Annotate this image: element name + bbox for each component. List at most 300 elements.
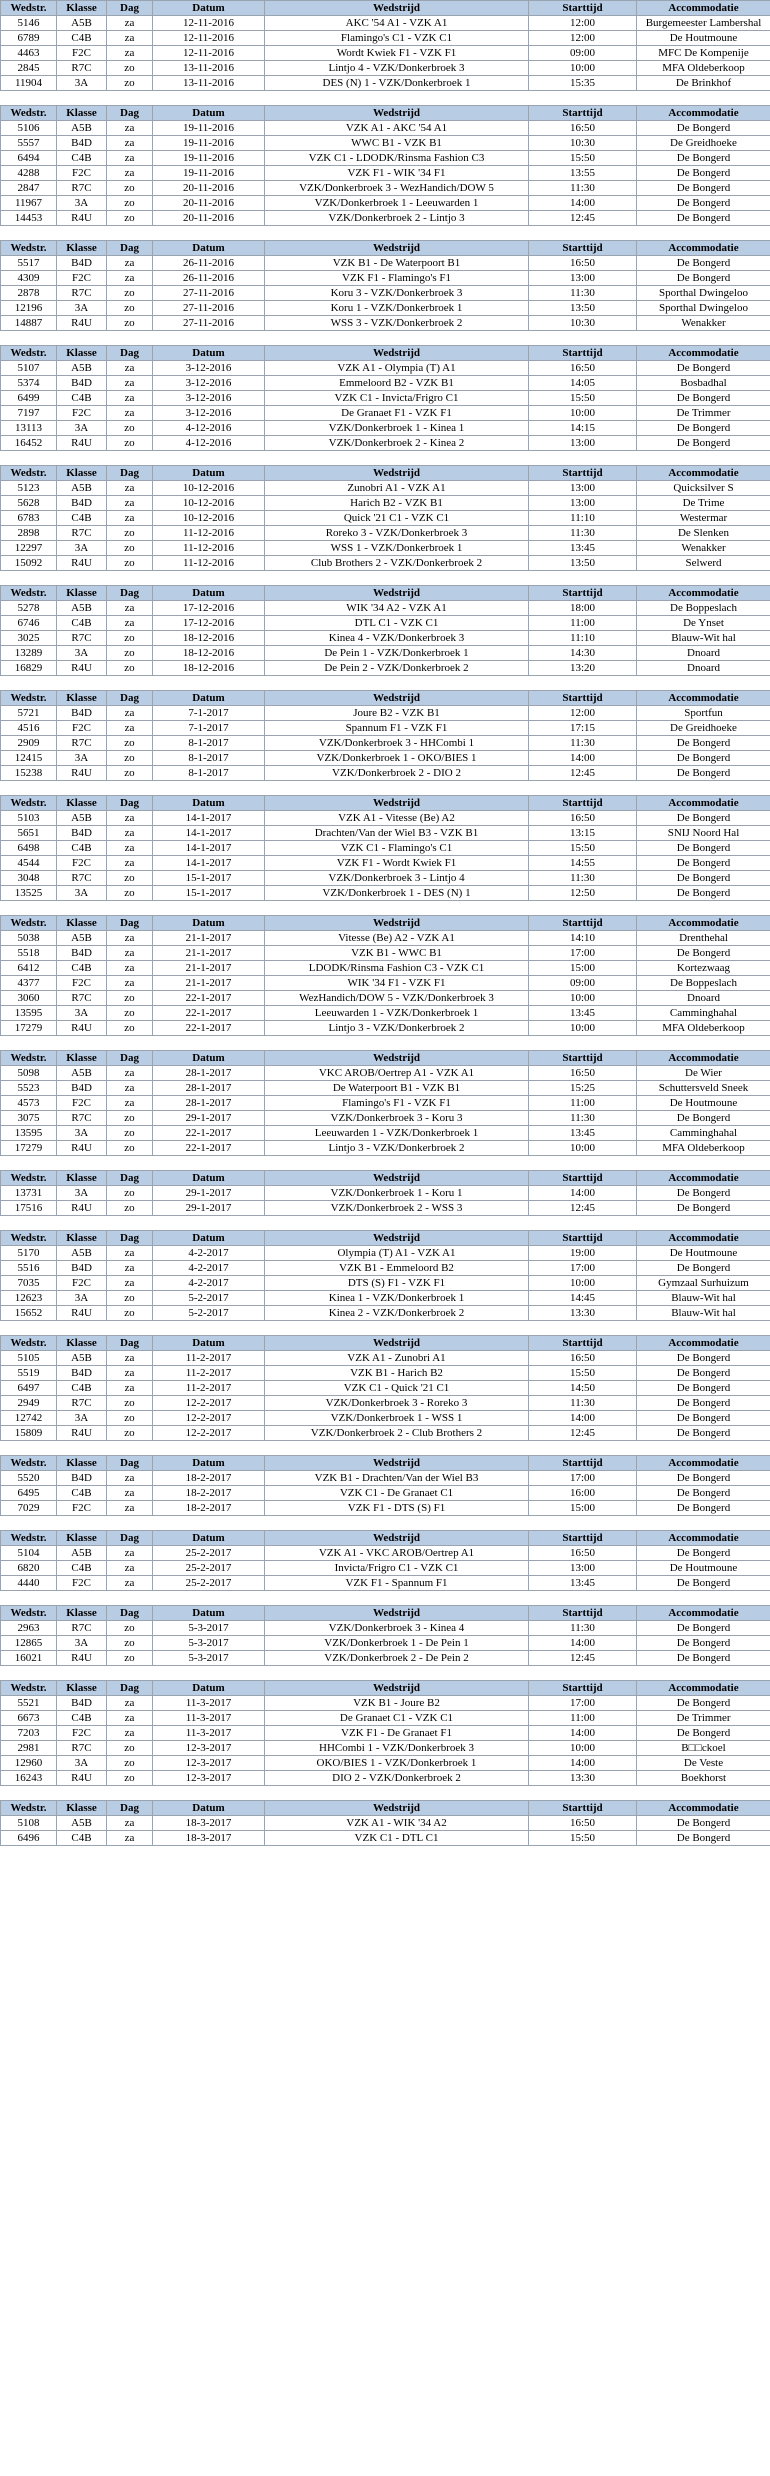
spacer-cell	[1, 1216, 770, 1231]
match-number-cell: 5105	[1, 1351, 57, 1366]
table-row	[1, 706, 770, 721]
start-time-cell: 11:30	[529, 1396, 637, 1411]
venue-cell: De Bongerd	[637, 1426, 770, 1441]
table-row	[1, 1486, 770, 1501]
date-cell: 14-1-2017	[153, 826, 265, 841]
day-cell: za	[107, 16, 153, 31]
spacer-row	[1, 1591, 770, 1606]
venue-cell: De Bongerd	[637, 421, 770, 436]
header-row	[1, 1171, 770, 1186]
venue-cell: MFA Oldeberkoop	[637, 61, 770, 76]
venue-cell: De Bongerd	[637, 946, 770, 961]
match-number-cell: 17279	[1, 1021, 57, 1036]
start-time-cell: 15:35	[529, 76, 637, 91]
table-row	[1, 1741, 770, 1756]
start-time-cell: 16:50	[529, 1066, 637, 1081]
table-row	[1, 1246, 770, 1261]
day-cell: za	[107, 946, 153, 961]
venue-header: Accommodatie	[637, 586, 770, 601]
date-cell: 28-1-2017	[153, 1081, 265, 1096]
date-cell: 12-11-2016	[153, 46, 265, 61]
date-cell: 29-1-2017	[153, 1201, 265, 1216]
start-time-cell: 11:30	[529, 1111, 637, 1126]
venue-cell: De Bongerd	[637, 1201, 770, 1216]
day-cell: zo	[107, 1306, 153, 1321]
match-cell: LDODK/Rinsma Fashion C3 - VZK C1	[265, 961, 529, 976]
spacer-cell	[1, 781, 770, 796]
start-time-cell: 13:45	[529, 541, 637, 556]
date-cell: 25-2-2017	[153, 1546, 265, 1561]
venue-cell: De Greidhoeke	[637, 721, 770, 736]
spacer-cell	[1, 451, 770, 466]
start-time-cell: 12:45	[529, 1201, 637, 1216]
venue-cell: Dnoard	[637, 661, 770, 676]
class-cell: B4D	[57, 1366, 107, 1381]
date-header: Datum	[153, 796, 265, 811]
venue-cell: Blauw-Wit hal	[637, 631, 770, 646]
match-cell: Koru 1 - VZK/Donkerbroek 1	[265, 301, 529, 316]
class-cell: R4U	[57, 316, 107, 331]
header-row	[1, 1681, 770, 1696]
venue-cell: De Bongerd	[637, 1696, 770, 1711]
venue-cell: De Bongerd	[637, 436, 770, 451]
match-cell: VZK C1 - Flamingo's C1	[265, 841, 529, 856]
class-cell: B4D	[57, 706, 107, 721]
spacer-row	[1, 1441, 770, 1456]
match-cell: AKC '54 A1 - VZK A1	[265, 16, 529, 31]
spacer-cell	[1, 1036, 770, 1051]
date-cell: 8-1-2017	[153, 766, 265, 781]
match-header: Wedstrijd	[265, 346, 529, 361]
table-row	[1, 286, 770, 301]
class-cell: B4D	[57, 946, 107, 961]
date-cell: 21-1-2017	[153, 946, 265, 961]
date-cell: 18-3-2017	[153, 1816, 265, 1831]
match-number-cell: 6746	[1, 616, 57, 631]
venue-cell: De Bongerd	[637, 1351, 770, 1366]
start-time-cell: 10:30	[529, 316, 637, 331]
class-header: Klasse	[57, 1336, 107, 1351]
date-cell: 22-1-2017	[153, 991, 265, 1006]
venue-cell: De Bongerd	[637, 871, 770, 886]
day-cell: za	[107, 271, 153, 286]
day-cell: za	[107, 481, 153, 496]
match-cell: VZK/Donkerbroek 2 - Lintjo 3	[265, 211, 529, 226]
date-cell: 15-1-2017	[153, 886, 265, 901]
class-cell: 3A	[57, 1291, 107, 1306]
venue-cell: De Bongerd	[637, 751, 770, 766]
start-time-cell: 12:00	[529, 706, 637, 721]
match-cell: VZK/Donkerbroek 3 - Lintjo 4	[265, 871, 529, 886]
day-cell: za	[107, 706, 153, 721]
match-number-cell: 4377	[1, 976, 57, 991]
match-cell: Drachten/Van der Wiel B3 - VZK B1	[265, 826, 529, 841]
start-time-header: Starttijd	[529, 1681, 637, 1696]
table-row	[1, 1006, 770, 1021]
date-cell: 4-2-2017	[153, 1246, 265, 1261]
class-cell: B4D	[57, 1696, 107, 1711]
table-row	[1, 1816, 770, 1831]
start-time-header: Starttijd	[529, 1231, 637, 1246]
table-row	[1, 316, 770, 331]
class-cell: F2C	[57, 271, 107, 286]
date-header: Datum	[153, 241, 265, 256]
match-header: Wedstrijd	[265, 1801, 529, 1816]
start-time-cell: 11:30	[529, 526, 637, 541]
match-number-header: Wedstr.	[1, 796, 57, 811]
day-cell: za	[107, 961, 153, 976]
match-header: Wedstrijd	[265, 106, 529, 121]
date-header: Datum	[153, 1051, 265, 1066]
day-cell: zo	[107, 1111, 153, 1126]
date-header: Datum	[153, 106, 265, 121]
day-cell: zo	[107, 316, 153, 331]
match-number-cell: 5107	[1, 361, 57, 376]
venue-cell: Blauw-Wit hal	[637, 1306, 770, 1321]
date-cell: 11-2-2017	[153, 1351, 265, 1366]
venue-cell: Drenthehal	[637, 931, 770, 946]
class-cell: R7C	[57, 61, 107, 76]
date-cell: 10-12-2016	[153, 481, 265, 496]
class-cell: R4U	[57, 1651, 107, 1666]
start-time-cell: 16:50	[529, 811, 637, 826]
class-header: Klasse	[57, 691, 107, 706]
match-number-header: Wedstr.	[1, 691, 57, 706]
class-cell: 3A	[57, 886, 107, 901]
class-cell: 3A	[57, 196, 107, 211]
day-cell: za	[107, 136, 153, 151]
match-number-cell: 3060	[1, 991, 57, 1006]
match-number-cell: 13113	[1, 421, 57, 436]
table-row	[1, 421, 770, 436]
match-cell: HHCombi 1 - VZK/Donkerbroek 3	[265, 1741, 529, 1756]
date-cell: 13-11-2016	[153, 61, 265, 76]
match-cell: VZK/Donkerbroek 3 - HHCombi 1	[265, 736, 529, 751]
venue-cell: De Bongerd	[637, 1486, 770, 1501]
table-row	[1, 1276, 770, 1291]
day-cell: zo	[107, 181, 153, 196]
table-row	[1, 721, 770, 736]
date-header: Datum	[153, 916, 265, 931]
venue-cell: De Bongerd	[637, 151, 770, 166]
match-cell: De Granaet C1 - VZK C1	[265, 1711, 529, 1726]
match-number-header: Wedstr.	[1, 1, 57, 16]
venue-cell: De Bongerd	[637, 1471, 770, 1486]
date-cell: 14-1-2017	[153, 811, 265, 826]
table-row	[1, 1561, 770, 1576]
match-number-header: Wedstr.	[1, 1456, 57, 1471]
day-cell: zo	[107, 436, 153, 451]
match-number-cell: 5038	[1, 931, 57, 946]
date-cell: 21-1-2017	[153, 961, 265, 976]
spacer-row	[1, 1321, 770, 1336]
start-time-cell: 15:50	[529, 841, 637, 856]
match-cell: WIK '34 A2 - VZK A1	[265, 601, 529, 616]
venue-cell: De Veste	[637, 1756, 770, 1771]
match-number-cell: 4288	[1, 166, 57, 181]
day-cell: zo	[107, 1021, 153, 1036]
table-row	[1, 1351, 770, 1366]
match-cell: VZK/Donkerbroek 3 - Kinea 4	[265, 1621, 529, 1636]
spacer-cell	[1, 1516, 770, 1531]
start-time-cell: 17:00	[529, 1471, 637, 1486]
day-cell: za	[107, 1471, 153, 1486]
start-time-cell: 11:30	[529, 1621, 637, 1636]
start-time-cell: 13:00	[529, 1561, 637, 1576]
venue-cell: Selwerd	[637, 556, 770, 571]
match-number-cell: 6499	[1, 391, 57, 406]
match-cell: VZK F1 - WIK '34 F1	[265, 166, 529, 181]
table-row	[1, 751, 770, 766]
start-time-cell: 11:00	[529, 1711, 637, 1726]
day-header: Dag	[107, 1051, 153, 1066]
class-cell: R4U	[57, 211, 107, 226]
class-cell: C4B	[57, 151, 107, 166]
spacer-cell	[1, 1156, 770, 1171]
venue-cell: Sporthal Dwingeloo	[637, 301, 770, 316]
day-header: Dag	[107, 916, 153, 931]
table-row	[1, 256, 770, 271]
start-time-header: Starttijd	[529, 1606, 637, 1621]
match-number-cell: 2981	[1, 1741, 57, 1756]
start-time-cell: 12:45	[529, 766, 637, 781]
spacer-cell	[1, 1666, 770, 1681]
day-cell: za	[107, 1696, 153, 1711]
start-time-cell: 14:45	[529, 1291, 637, 1306]
match-header: Wedstrijd	[265, 241, 529, 256]
date-cell: 28-1-2017	[153, 1066, 265, 1081]
day-cell: zo	[107, 766, 153, 781]
date-cell: 12-3-2017	[153, 1741, 265, 1756]
match-number-cell: 3075	[1, 1111, 57, 1126]
header-row	[1, 916, 770, 931]
match-cell: De Pein 2 - VZK/Donkerbroek 2	[265, 661, 529, 676]
match-number-cell: 5557	[1, 136, 57, 151]
day-cell: za	[107, 1351, 153, 1366]
date-cell: 26-11-2016	[153, 271, 265, 286]
venue-cell: De Greidhoeke	[637, 136, 770, 151]
match-number-cell: 13731	[1, 1186, 57, 1201]
date-cell: 4-2-2017	[153, 1276, 265, 1291]
spacer-cell	[1, 1441, 770, 1456]
date-cell: 29-1-2017	[153, 1186, 265, 1201]
day-cell: za	[107, 931, 153, 946]
match-number-cell: 6498	[1, 841, 57, 856]
table-row	[1, 76, 770, 91]
venue-header: Accommodatie	[637, 1801, 770, 1816]
class-cell: A5B	[57, 1246, 107, 1261]
start-time-cell: 14:00	[529, 196, 637, 211]
venue-cell: De Bongerd	[637, 1576, 770, 1591]
date-cell: 11-2-2017	[153, 1381, 265, 1396]
date-cell: 11-12-2016	[153, 556, 265, 571]
venue-cell: De Bongerd	[637, 736, 770, 751]
day-cell: za	[107, 1831, 153, 1846]
day-cell: zo	[107, 631, 153, 646]
match-number-cell: 3025	[1, 631, 57, 646]
date-cell: 12-2-2017	[153, 1396, 265, 1411]
start-time-cell: 18:00	[529, 601, 637, 616]
class-cell: C4B	[57, 841, 107, 856]
table-row	[1, 631, 770, 646]
date-cell: 17-12-2016	[153, 601, 265, 616]
match-cell: VZK C1 - De Granaet C1	[265, 1486, 529, 1501]
match-cell: VZK C1 - Invicta/Frigro C1	[265, 391, 529, 406]
date-cell: 27-11-2016	[153, 301, 265, 316]
match-number-cell: 5521	[1, 1696, 57, 1711]
class-cell: C4B	[57, 1831, 107, 1846]
match-number-cell: 2963	[1, 1621, 57, 1636]
day-cell: za	[107, 46, 153, 61]
start-time-cell: 14:00	[529, 751, 637, 766]
class-cell: R4U	[57, 1771, 107, 1786]
venue-cell: De Trimmer	[637, 1711, 770, 1726]
venue-cell: De Bongerd	[637, 256, 770, 271]
start-time-cell: 13:45	[529, 1126, 637, 1141]
start-time-header: Starttijd	[529, 1456, 637, 1471]
match-number-cell: 2949	[1, 1396, 57, 1411]
match-number-cell: 5146	[1, 16, 57, 31]
match-cell: DES (N) 1 - VZK/Donkerbroek 1	[265, 76, 529, 91]
match-cell: Lintjo 4 - VZK/Donkerbroek 3	[265, 61, 529, 76]
match-cell: Flamingo's F1 - VZK F1	[265, 1096, 529, 1111]
venue-cell: Gymzaal Surhuizum	[637, 1276, 770, 1291]
table-row	[1, 1111, 770, 1126]
match-number-cell: 12960	[1, 1756, 57, 1771]
start-time-header: Starttijd	[529, 106, 637, 121]
class-cell: R4U	[57, 436, 107, 451]
day-cell: zo	[107, 541, 153, 556]
table-row	[1, 31, 770, 46]
start-time-cell: 13:00	[529, 271, 637, 286]
start-time-cell: 11:30	[529, 736, 637, 751]
date-cell: 12-3-2017	[153, 1756, 265, 1771]
start-time-cell: 14:00	[529, 1756, 637, 1771]
header-row	[1, 241, 770, 256]
match-cell: VZK B1 - Drachten/Van der Wiel B3	[265, 1471, 529, 1486]
day-cell: zo	[107, 556, 153, 571]
class-cell: 3A	[57, 421, 107, 436]
start-time-header: Starttijd	[529, 1531, 637, 1546]
match-number-header: Wedstr.	[1, 1801, 57, 1816]
day-cell: za	[107, 856, 153, 871]
match-cell: Kinea 1 - VZK/Donkerbroek 1	[265, 1291, 529, 1306]
match-cell: Leeuwarden 1 - VZK/Donkerbroek 1	[265, 1006, 529, 1021]
start-time-header: Starttijd	[529, 1336, 637, 1351]
venue-cell: De Bongerd	[637, 361, 770, 376]
match-number-cell: 16021	[1, 1651, 57, 1666]
day-header: Dag	[107, 1231, 153, 1246]
table-row	[1, 136, 770, 151]
table-row	[1, 436, 770, 451]
header-row	[1, 1531, 770, 1546]
spacer-row	[1, 1666, 770, 1681]
start-time-cell: 13:20	[529, 661, 637, 676]
venue-cell: Blauw-Wit hal	[637, 1291, 770, 1306]
match-header: Wedstrijd	[265, 1606, 529, 1621]
day-cell: zo	[107, 1636, 153, 1651]
date-cell: 12-2-2017	[153, 1426, 265, 1441]
date-header: Datum	[153, 1171, 265, 1186]
match-cell: DIO 2 - VZK/Donkerbroek 2	[265, 1771, 529, 1786]
day-cell: zo	[107, 76, 153, 91]
header-row	[1, 1336, 770, 1351]
day-cell: zo	[107, 1756, 153, 1771]
match-cell: Koru 3 - VZK/Donkerbroek 3	[265, 286, 529, 301]
date-cell: 19-11-2016	[153, 166, 265, 181]
venue-cell: De Bongerd	[637, 1621, 770, 1636]
class-cell: C4B	[57, 616, 107, 631]
venue-cell: De Houtmoune	[637, 31, 770, 46]
start-time-cell: 16:50	[529, 1546, 637, 1561]
class-header: Klasse	[57, 241, 107, 256]
match-number-cell: 6494	[1, 151, 57, 166]
match-number-cell: 5520	[1, 1471, 57, 1486]
start-time-cell: 13:30	[529, 1306, 637, 1321]
class-cell: R4U	[57, 1306, 107, 1321]
day-cell: zo	[107, 1141, 153, 1156]
table-row	[1, 736, 770, 751]
day-cell: za	[107, 496, 153, 511]
day-cell: zo	[107, 1621, 153, 1636]
date-cell: 20-11-2016	[153, 211, 265, 226]
day-cell: zo	[107, 751, 153, 766]
table-row	[1, 871, 770, 886]
header-row	[1, 1456, 770, 1471]
date-cell: 11-12-2016	[153, 541, 265, 556]
table-row	[1, 1756, 770, 1771]
table-row	[1, 1141, 770, 1156]
match-cell: Flamingo's C1 - VZK C1	[265, 31, 529, 46]
match-cell: VZK/Donkerbroek 3 - Koru 3	[265, 1111, 529, 1126]
start-time-header: Starttijd	[529, 346, 637, 361]
venue-cell: De Houtmoune	[637, 1096, 770, 1111]
start-time-header: Starttijd	[529, 586, 637, 601]
table-row	[1, 541, 770, 556]
date-cell: 5-2-2017	[153, 1306, 265, 1321]
venue-cell: De Bongerd	[637, 841, 770, 856]
start-time-header: Starttijd	[529, 466, 637, 481]
venue-header: Accommodatie	[637, 1456, 770, 1471]
venue-header: Accommodatie	[637, 1171, 770, 1186]
day-cell: zo	[107, 211, 153, 226]
table-row	[1, 1576, 770, 1591]
venue-header: Accommodatie	[637, 1051, 770, 1066]
date-cell: 22-1-2017	[153, 1006, 265, 1021]
day-cell: za	[107, 1486, 153, 1501]
start-time-cell: 14:00	[529, 1636, 637, 1651]
match-number-cell: 5519	[1, 1366, 57, 1381]
venue-header: Accommodatie	[637, 466, 770, 481]
venue-cell: Burgemeester Lambershal	[637, 16, 770, 31]
date-cell: 11-2-2017	[153, 1366, 265, 1381]
start-time-cell: 10:00	[529, 1141, 637, 1156]
venue-cell: MFA Oldeberkoop	[637, 1021, 770, 1036]
table-row	[1, 856, 770, 871]
table-row	[1, 151, 770, 166]
venue-header: Accommodatie	[637, 106, 770, 121]
start-time-cell: 14:30	[529, 646, 637, 661]
venue-cell: Westermar	[637, 511, 770, 526]
start-time-cell: 10:00	[529, 991, 637, 1006]
class-cell: F2C	[57, 1576, 107, 1591]
class-cell: R7C	[57, 1741, 107, 1756]
start-time-cell: 16:50	[529, 1816, 637, 1831]
match-number-cell: 4309	[1, 271, 57, 286]
class-cell: C4B	[57, 511, 107, 526]
match-header: Wedstrijd	[265, 1, 529, 16]
date-header: Datum	[153, 1606, 265, 1621]
